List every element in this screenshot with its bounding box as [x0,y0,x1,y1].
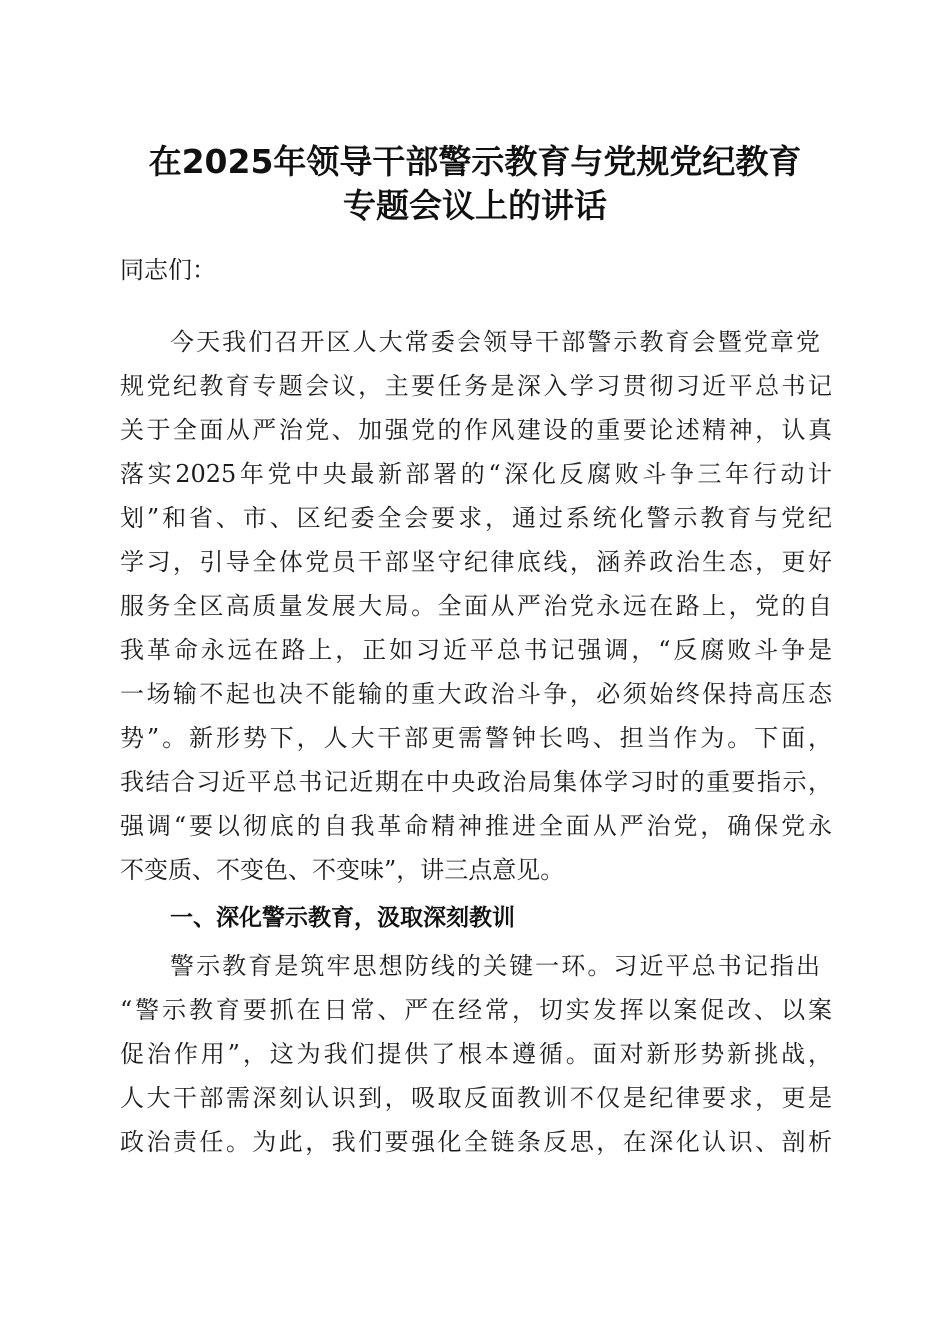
paragraph-line: 强调“要以彻底的自我革命精神推进全面从严治党，确保党永 [120,812,832,840]
salutation: 同志们： [120,256,216,284]
paragraph-line: 我革命永远在路上，正如习近平总书记强调，“反腐败斗争是 [120,636,832,664]
paragraph-line: 不变质、不变色、不变味”，讲三点意见。 [120,856,565,884]
document-title-line-2: 专题会议上的讲话 [343,186,607,225]
paragraph-line: 势”。新形势下，人大干部更需警钟长鸣、担当作为。下面， [120,724,832,752]
paragraph-line: 警示教育是筑牢思想防线的关键一环。习近平总书记指出 [170,952,820,980]
paragraph-line: 关于全面从严治党、加强党的作风建设的重要论述精神，认真 [120,416,832,444]
paragraph-line: 落实2025年党中央最新部署的“深化反腐败斗争三年行动计 [120,460,832,488]
document-title-line-1: 在2025年领导干部警示教育与党规党纪教育 [148,142,802,181]
paragraph-line: “警示教育要抓在日常、严在经常，切实发挥以案促改、以案 [120,996,832,1024]
paragraph-line: 今天我们召开区人大常委会领导干部警示教育会暨党章党 [170,328,820,356]
paragraph-line: 我结合习近平总书记近期在中央政治局集体学习时的重要指示， [120,768,832,796]
paragraph-line: 人大干部需深刻认识到，吸取反面教训不仅是纪律要求，更是 [120,1084,832,1112]
section-heading: 一、深化警示教育，汲取深刻教训 [170,905,515,931]
paragraph-line: 服务全区高质量发展大局。全面从严治党永远在路上，党的自 [120,592,832,620]
paragraph-line: 学习，引导全体党员干部坚守纪律底线，涵养政治生态，更好 [120,548,832,576]
paragraph-line: 规党纪教育专题会议，主要任务是深入学习贯彻习近平总书记 [120,372,832,400]
paragraph-line: 政治责任。为此，我们要强化全链条反思，在深化认识、剖析 [120,1128,832,1156]
paragraph-line: 一场输不起也决不能输的重大政治斗争，必须始终保持高压态 [120,680,832,708]
paragraph-line: 划”和省、市、区纪委全会要求，通过系统化警示教育与党纪 [120,504,832,532]
paragraph-line: 促治作用”，这为我们提供了根本遵循。面对新形势新挑战， [120,1040,832,1068]
